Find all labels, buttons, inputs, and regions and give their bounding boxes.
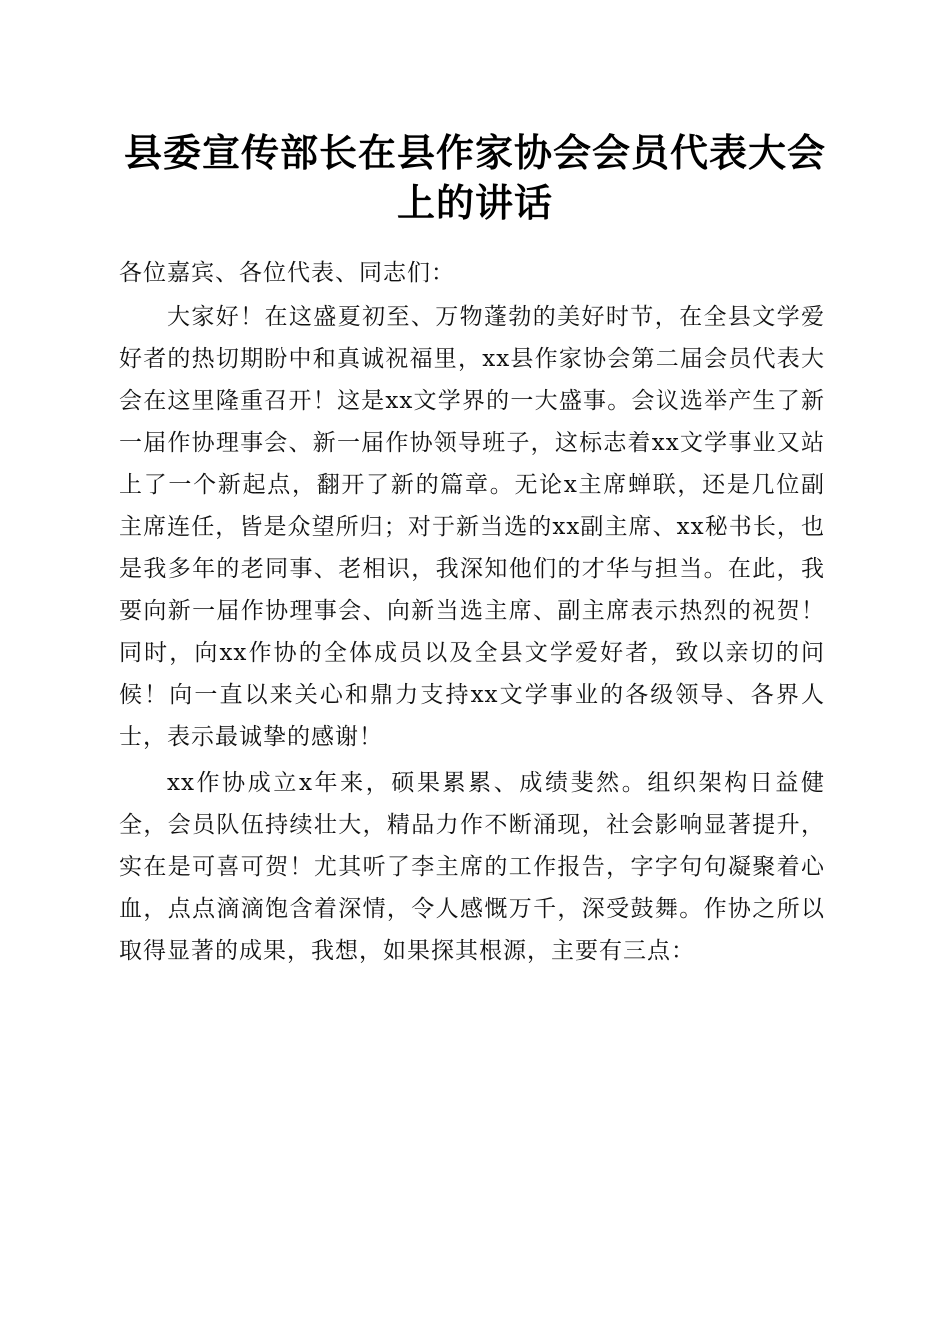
salutation: 各位嘉宾、各位代表、同志们： [119,260,455,286]
document-title: 县委宣传部长在县作家协会会员代表大会上的讲话 [123,130,826,225]
document-body [119,252,825,976]
paragraph-2: xx作协成立x年来，硕果累累、成绩斐然。组织架构日益健全，会员队伍持续壮大，精品力作不断涌现，社会影响显著提升，实在是可喜可贺！尤其听了李主席的工作报告，字字句句凝聚着心血，点点滴滴饱含着深情，令人感慨万千，深受鼓舞。作协之所以取得显著的成果，我想，如果探其根源，主要有三点： [119,770,825,964]
paragraph-1: 大家好！在这盛夏初至、万物蓬勃的美好时节，在全县文学爱好者的热切期盼中和真诚祝福里，xx县作家协会第二届会员代表大会在这里隆重召开！这是xx文学界的一大盛事。会议选举产生了新一届作协理事会、新一届作协领导班子，这标志着xx文学事业又站上了一个新起点，翻开了新的篇章。无论x主席蝉联，还是几位副主席连任，皆是众望所归；对于新当选的xx副主席、xx秘书长，也是我多年的老同事、老相识，我深知他们的才华与担当。在此，我要向新一届作协理事会、向新当选主席、副主席表示热烈的祝贺！同时，向xx作协的全体成员以及全县文学爱好者，致以亲切的问候！向一直以来关心和鼎力支持xx文学事业的各级领导、各界人士，表示最诚挚的感谢！ [119,304,825,750]
